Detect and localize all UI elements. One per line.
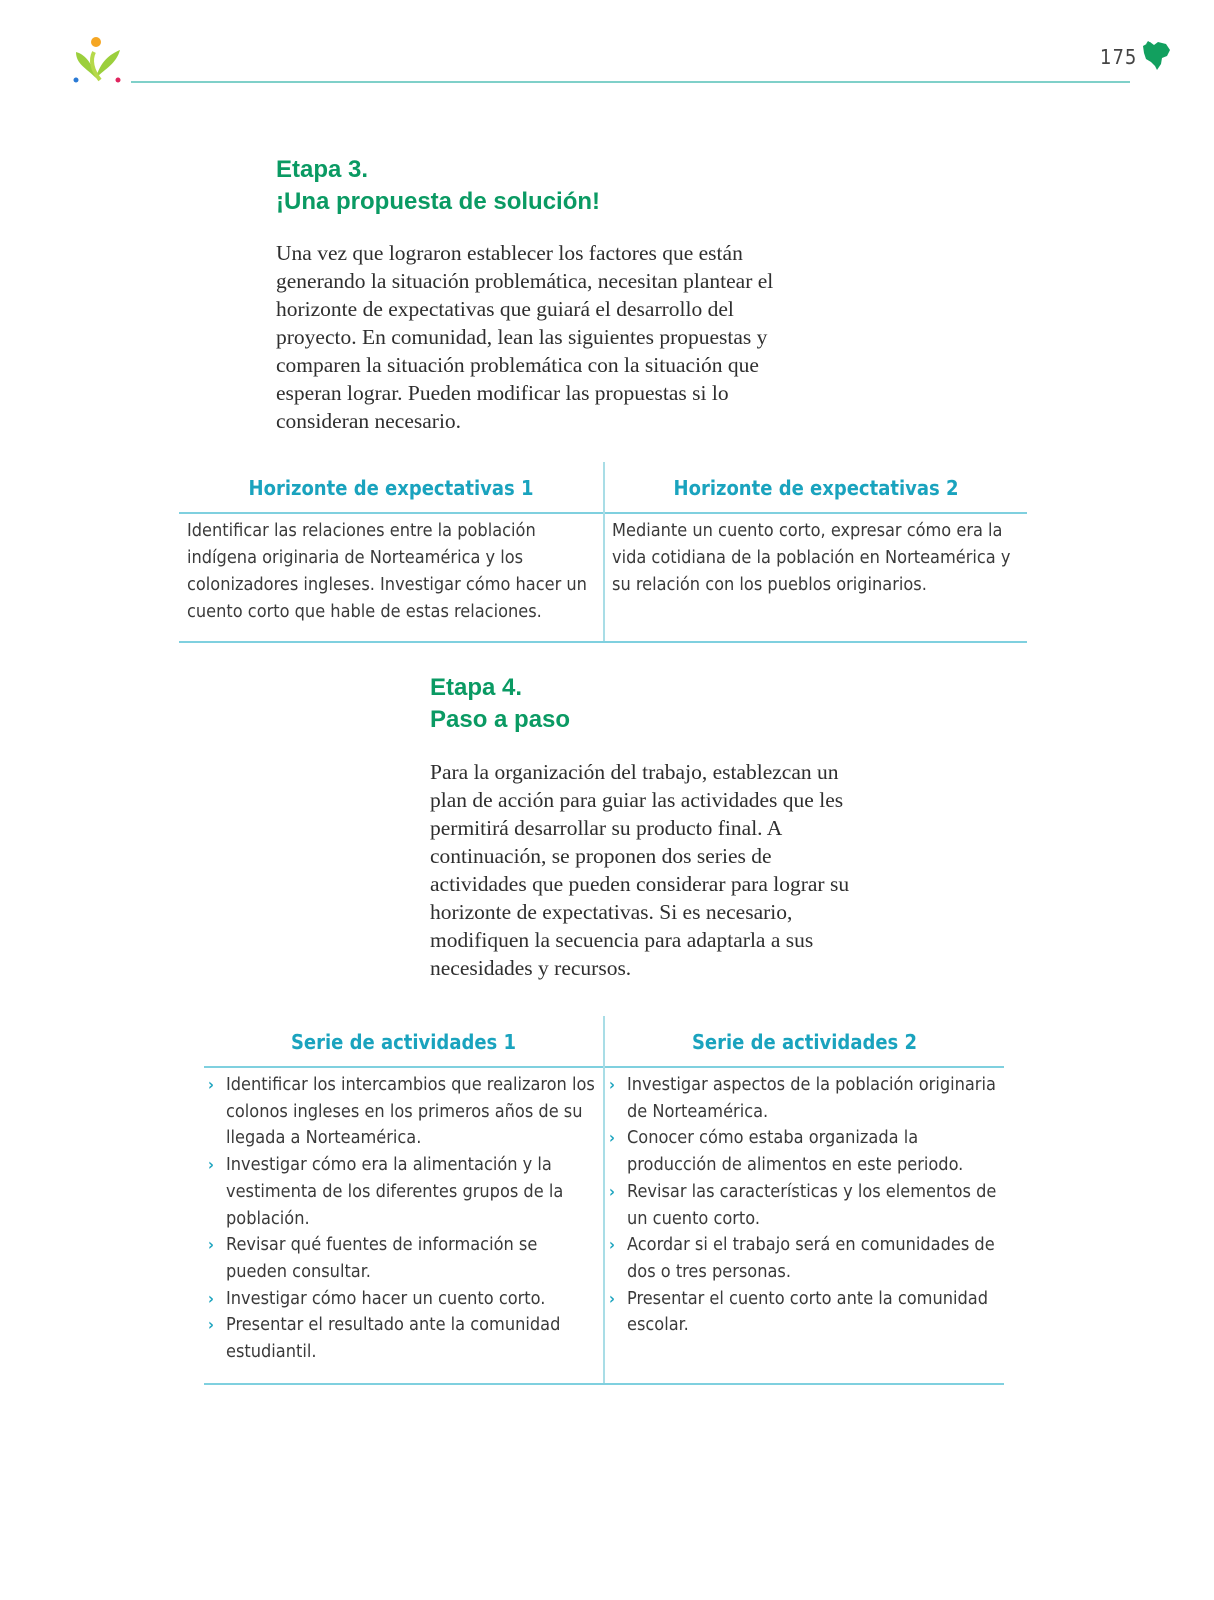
chevron-right-icon: › [609, 1235, 615, 1255]
list-item-text: Presentar el resultado ante la comunidad estudiantil. [226, 1314, 561, 1363]
series-column-1 [204, 1016, 603, 1386]
list-item [204, 1312, 596, 1365]
list-item [605, 1125, 1000, 1178]
list-item-text: Presentar el cuento corto ante la comunidad escolar. [627, 1287, 988, 1336]
chevron-right-icon: › [208, 1235, 214, 1255]
stage3-label: Etapa 3. [276, 156, 369, 183]
list-item-text: Identificar los intercambios que realizaron los colonos ingleses en los primeros años de su llegada a Norteamérica. [226, 1074, 595, 1149]
table-bottom-rule [204, 1383, 1004, 1385]
list-item [204, 1072, 596, 1152]
chevron-right-icon: › [208, 1315, 214, 1335]
horizon-heading-1: Horizonte de expectativas 1 [248, 476, 534, 500]
list-item [204, 1286, 596, 1313]
table-bottom-rule [179, 641, 1027, 643]
list-item-text: Revisar qué fuentes de información se pueden consultar. [226, 1234, 538, 1282]
horizon-column-1 [179, 462, 603, 644]
horizon-column-2 [605, 462, 1027, 644]
list-item-text: Revisar las características y los elementos de un cuento corto. [627, 1180, 997, 1229]
page-number: 175 [1100, 45, 1138, 69]
chevron-right-icon: › [208, 1155, 214, 1175]
stage4-title: Paso a paso [430, 706, 571, 733]
series-table [204, 1016, 1004, 1386]
list-item-text: Investigar cómo era la alimentación y la vestimenta de los diferentes grupos de la población. [226, 1154, 564, 1229]
column-head-rule [204, 1066, 603, 1068]
column-head-rule [605, 1066, 1004, 1068]
chevron-right-icon: › [609, 1075, 615, 1094]
list-item [204, 1152, 596, 1232]
list-item-text: Investigar cómo hacer un cuento corto. [226, 1287, 546, 1309]
chevron-right-icon: › [208, 1075, 214, 1094]
north-america-map-icon [1140, 40, 1172, 74]
column-head-rule [605, 512, 1027, 514]
list-item-text: Conocer cómo estaba organizada la producción de alimentos en este periodo. [627, 1127, 964, 1176]
horizons-table [179, 462, 1027, 644]
series-column-2 [605, 1016, 1004, 1386]
list-item [204, 1232, 596, 1285]
series-list-2 [605, 1072, 1000, 1339]
list-item [605, 1072, 1000, 1125]
horizon-heading-2: Horizonte de expectativas 2 [673, 476, 959, 500]
stage3-paragraph: Una vez que lograron establecer los factores que están generando la situación problemática, necesitan plantear el horizonte de expectativas que guiará el desarrollo del proyecto. En comunidad, lean las siguientes propuestas y comparen la situación problemática con la situación que esperan lograr. Pueden modificar las propuestas si lo consideran necesario. [276, 241, 774, 433]
chevron-right-icon: › [609, 1181, 615, 1201]
horizon-text-1: Identificar las relaciones entre la población indígena originaria de Norteamérica y los colonizadores ingleses. Investigar cómo hacer un cuento corto que hable de estas relaciones. [187, 520, 587, 622]
stage4-paragraph: Para la organización del trabajo, establezcan un plan de acción para guiar las actividades que les permitirá desarrollar su producto final. A continuación, se proponen dos series de actividades que pueden considerar para lograr su horizonte de expectativas. Si es necesario, modifiquen la secuencia para adaptarla a sus necesidades y recursos. [430, 760, 850, 980]
horizon-text-2: Mediante un cuento corto, expresar cómo era la vida cotidiana de la población en Norteamérica y su relación con los pueblos originarios. [612, 520, 1011, 595]
series-heading-1: Serie de actividades 1 [290, 1030, 517, 1054]
list-item [605, 1232, 1000, 1285]
list-item-text: Acordar si el trabajo será en comunidades de dos o tres personas. [627, 1234, 995, 1282]
header-rule [131, 81, 1130, 83]
chevron-right-icon: › [208, 1288, 214, 1308]
series-list-1 [204, 1072, 596, 1366]
list-item-text: Investigar aspectos de la población originaria de Norteamérica. [627, 1074, 996, 1122]
stage3-title: ¡Una propuesta de solución! [276, 188, 601, 215]
series-heading-2: Serie de actividades 2 [691, 1030, 918, 1054]
chevron-right-icon: › [609, 1288, 615, 1308]
list-item [605, 1286, 1000, 1339]
list-item [605, 1179, 1000, 1232]
column-head-rule [179, 512, 603, 514]
sprout-figure-logo-icon [72, 34, 128, 86]
chevron-right-icon: › [609, 1128, 615, 1148]
stage4-label: Etapa 4. [430, 674, 523, 701]
